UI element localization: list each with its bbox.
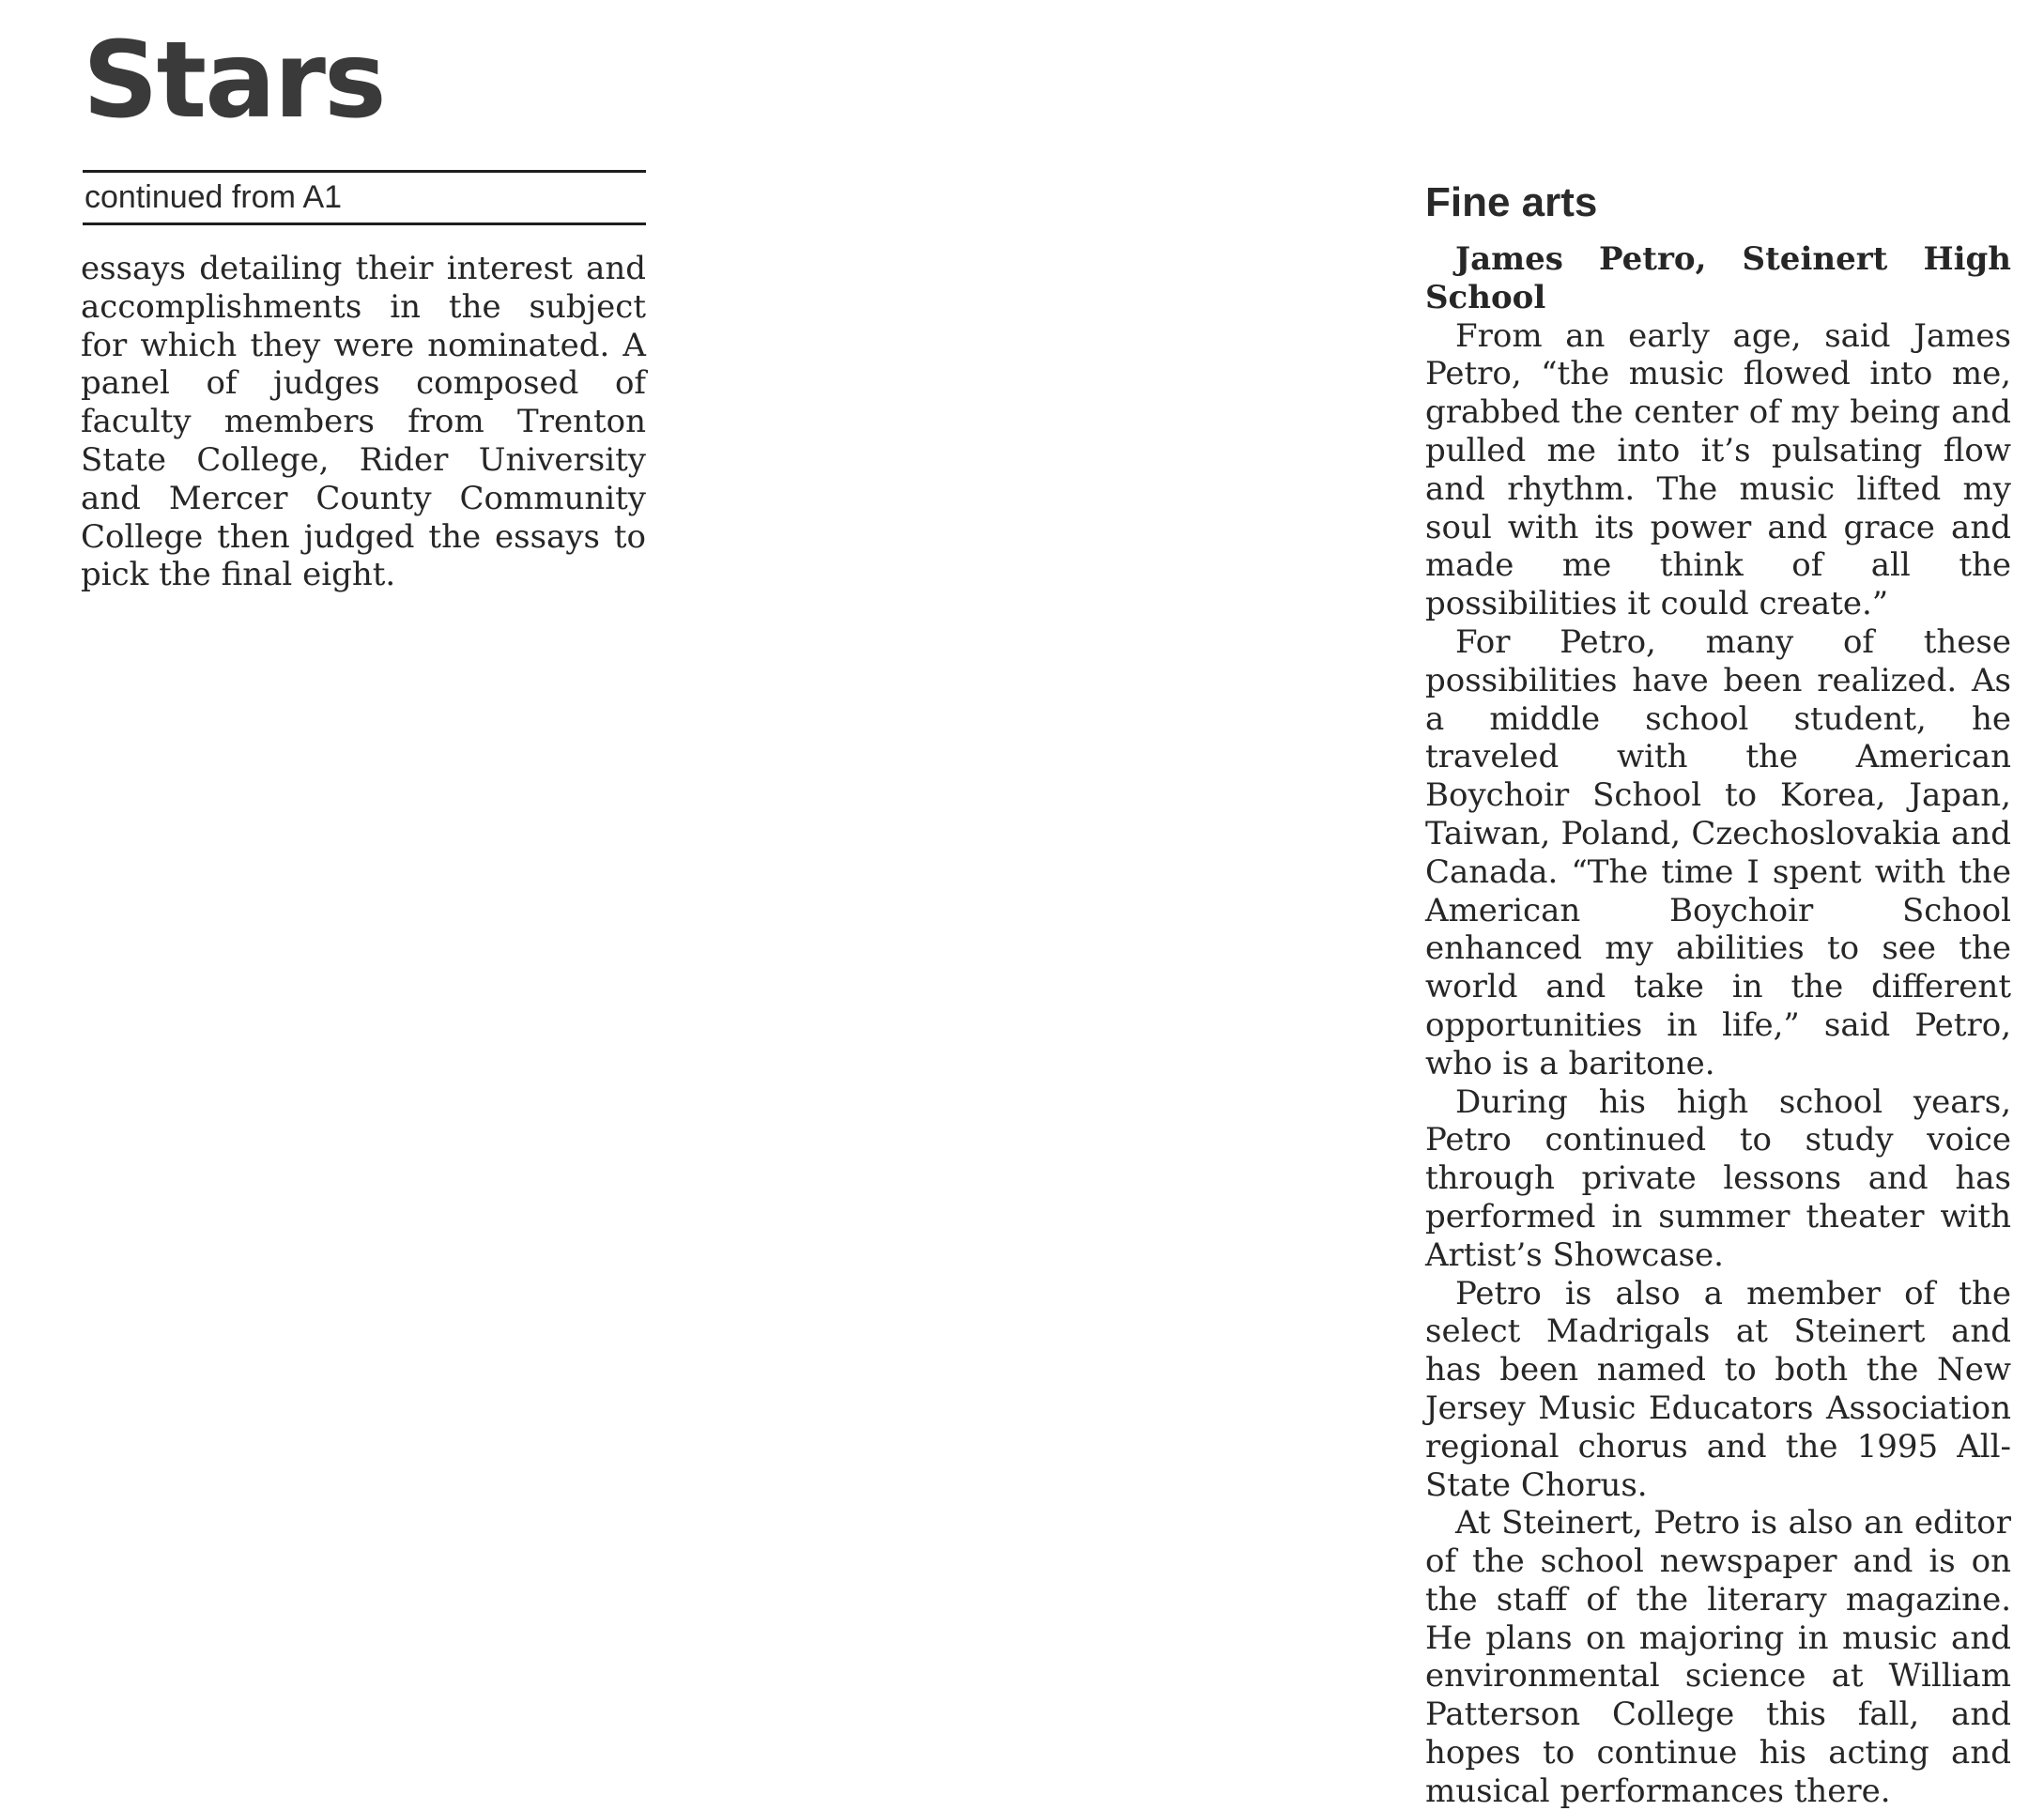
- left-column-text: essays detailing their interest and accomplishments in the subject for which they were nominated. A panel of judges composed of faculty members from Trenton State College, Rider University and Mercer County Community College then judged the essays to pick the final eight.: [81, 250, 646, 594]
- jump-rule-bottom: [83, 223, 646, 225]
- jump-line: [85, 178, 342, 216]
- section-title: Fine arts: [1425, 179, 1598, 225]
- jump-line-text: continued from A1: [85, 179, 343, 215]
- paragraph-4: Petro is also a member of the select Madrigals at Steinert and has been named to both the New Jersey Music Educators Association regional chorus and the 1995 All-State Chorus.: [1425, 1274, 2011, 1504]
- fine-arts-column: [1425, 178, 2011, 1811]
- jump-rule-top: [83, 170, 646, 173]
- headline: Stars: [83, 20, 385, 142]
- paragraph-5: At Steinert, Petro is also an editor of the school newspaper and is on the staff of the literary magazine. He plans on majoring in music and environmental science at William Patterson College this fall, and hopes to continue his acting and musical performances there.: [1425, 1504, 2011, 1810]
- nominee-subhead: James Petro, Steinert High School: [1425, 240, 2011, 316]
- paragraph-3: During his high school years, Petro continued to study voice through private lessons and has performed in summer theater with Artist’s Showcase.: [1425, 1082, 2011, 1274]
- paragraph-1: From an early age, said James Petro, “the music flowed into me, grabbed the center of my being and pulled me into it’s pulsating flow and rhythm. The music lifted my soul with its power and grace and made me think of all the possibilities it could create.”: [1425, 316, 2011, 623]
- paragraph-2: For Petro, many of these possibilities have been realized. As a middle school student, he traveled with the American Boychoir School to Korea, Japan, Taiwan, Poland, Czechoslovakia and Canada. “The time I spent with the American Boychoir School enhanced my abilities to see the world and take in the different opportunities in life,” said Petro, who is a baritone.: [1425, 622, 2011, 1082]
